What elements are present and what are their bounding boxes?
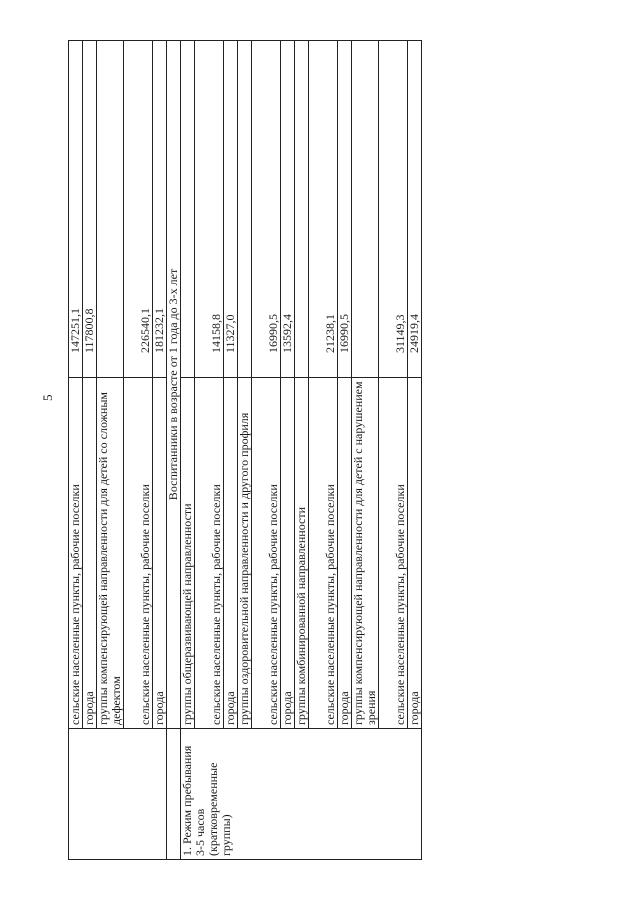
group-type-label: группы компенсирующей направленности для детей со сложным дефектом (97, 378, 124, 729)
amount-value-text: 31149,3 (393, 314, 407, 353)
settlement-label: города (408, 378, 422, 729)
regime-line: (кратковременные (206, 762, 220, 856)
regime-line: группы) (219, 814, 233, 856)
settlement-label-text: сельские населенные пункты, рабочие поселки (323, 484, 337, 725)
group-type-label: группы общеразвивающей направленности (181, 378, 195, 729)
section-header-left-cell (167, 729, 181, 860)
settlement-label: города (83, 378, 97, 729)
settlement-label (195, 378, 224, 729)
amount-value-text: 226540,1 (138, 308, 152, 353)
amount-value-text: 21238,1 (323, 314, 337, 353)
amount-value-empty (238, 41, 252, 378)
amount-value-empty (181, 41, 195, 378)
settlement-label: города (338, 378, 352, 729)
amount-value: 13592,4 (281, 41, 295, 378)
settlement-label-text: сельские населенные пункты, рабочие поселки (393, 484, 407, 725)
page-number: 5 (40, 394, 55, 401)
settlement-label (124, 378, 153, 729)
amount-value-empty (97, 41, 124, 378)
settlement-label-text: сельские населенные пункты, рабочие поселки (266, 484, 280, 725)
amount-value: 16990,5 (338, 41, 352, 378)
amount-value (195, 41, 224, 378)
amount-value (124, 41, 153, 378)
settlement-label (309, 378, 338, 729)
group-type-label: группы оздоровительной направленности и другого профиля (238, 378, 252, 729)
settlement-label: сельские населенные пункты, рабочие поселки (69, 378, 83, 729)
settlement-label: города (153, 378, 167, 729)
table-row (181, 41, 195, 860)
settlement-label-text: сельские населенные пункты, рабочие поселки (138, 484, 152, 725)
tariff-table (68, 40, 422, 860)
table-row (69, 41, 83, 860)
settlement-label-text: сельские населенные пункты, рабочие поселки (209, 484, 223, 725)
amount-value: 181232,1 (153, 41, 167, 378)
settlement-label (252, 378, 281, 729)
settlement-label: города (224, 378, 238, 729)
amount-value (379, 41, 408, 378)
section-header: Воспитанники в возрасте от 1 года до 3-х лет (167, 41, 181, 729)
group-type-label: группы компенсирующей направленности для детей с нарушением зрения (352, 378, 379, 729)
group-type-label: группы комбинированной направленности (295, 378, 309, 729)
regime-line: 3-5 часов (193, 808, 207, 856)
settlement-label (379, 378, 408, 729)
amount-value: 117800,8 (83, 41, 97, 378)
amount-value (252, 41, 281, 378)
amount-value-empty (352, 41, 379, 378)
section-header-row (167, 41, 181, 860)
amount-value: 147251,1 (69, 41, 83, 378)
empty-regime-cell (69, 729, 167, 860)
amount-value-text: 16990,5 (266, 314, 280, 353)
amount-value: 24919,4 (408, 41, 422, 378)
settlement-label: города (281, 378, 295, 729)
rotated-tariff-table-page (68, 40, 493, 860)
amount-value (309, 41, 338, 378)
amount-value-text: 14158,8 (209, 314, 223, 353)
regime-cell (181, 729, 422, 860)
amount-value: 11327,0 (224, 41, 238, 378)
regime-line: 1. Режим пребывания (180, 745, 194, 856)
amount-value-empty (295, 41, 309, 378)
